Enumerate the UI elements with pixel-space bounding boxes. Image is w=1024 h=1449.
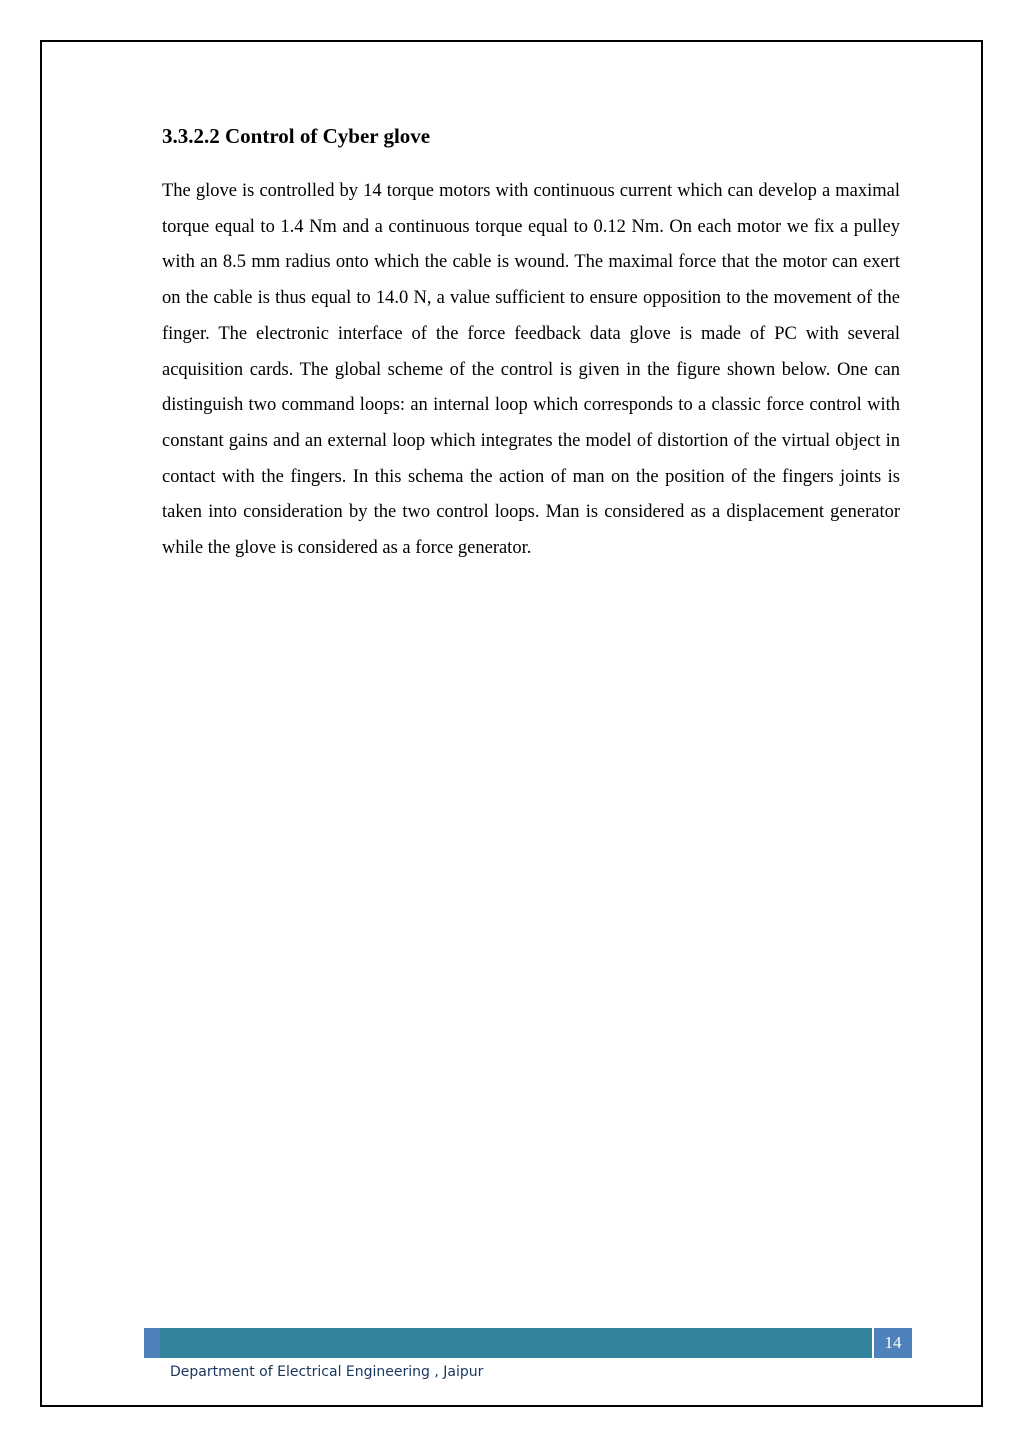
page-number: 14 xyxy=(874,1328,912,1358)
footer-accent-block xyxy=(144,1328,160,1358)
footer-department: Department of Electrical Engineering , Jaipur xyxy=(170,1364,484,1380)
section-heading: 3.3.2.2 Control of Cyber glove xyxy=(162,124,431,148)
footer-band xyxy=(160,1328,872,1358)
footer-bar xyxy=(144,1328,912,1358)
body-paragraph: The glove is controlled by 14 torque motors with continuous current which can develop a maximal torque equal to 1.4 Nm and a continuous torque equal to 0.12 Nm. On each motor we fix a pulley with an 8.5 mm radius onto which the cable is wound. The maximal force that the motor can exert on the cable is thus equal to 14.0 N, a value sufficient to ensure opposition to the movement of the finger. The electronic interface of the force feedback data glove is made of PC with several acquisition cards. The global scheme of the control is given in the figure shown below. One can distinguish two command loops: an internal loop which corresponds to a classic force control with constant gains and an external loop which integrates the model of distortion of the virtual object in contact with the fingers. In this schema the action of man on the position of the fingers joints is taken into consideration by the two control loops. Man is considered as a displacement generator while the glove is considered as a force generator. xyxy=(162,181,900,559)
